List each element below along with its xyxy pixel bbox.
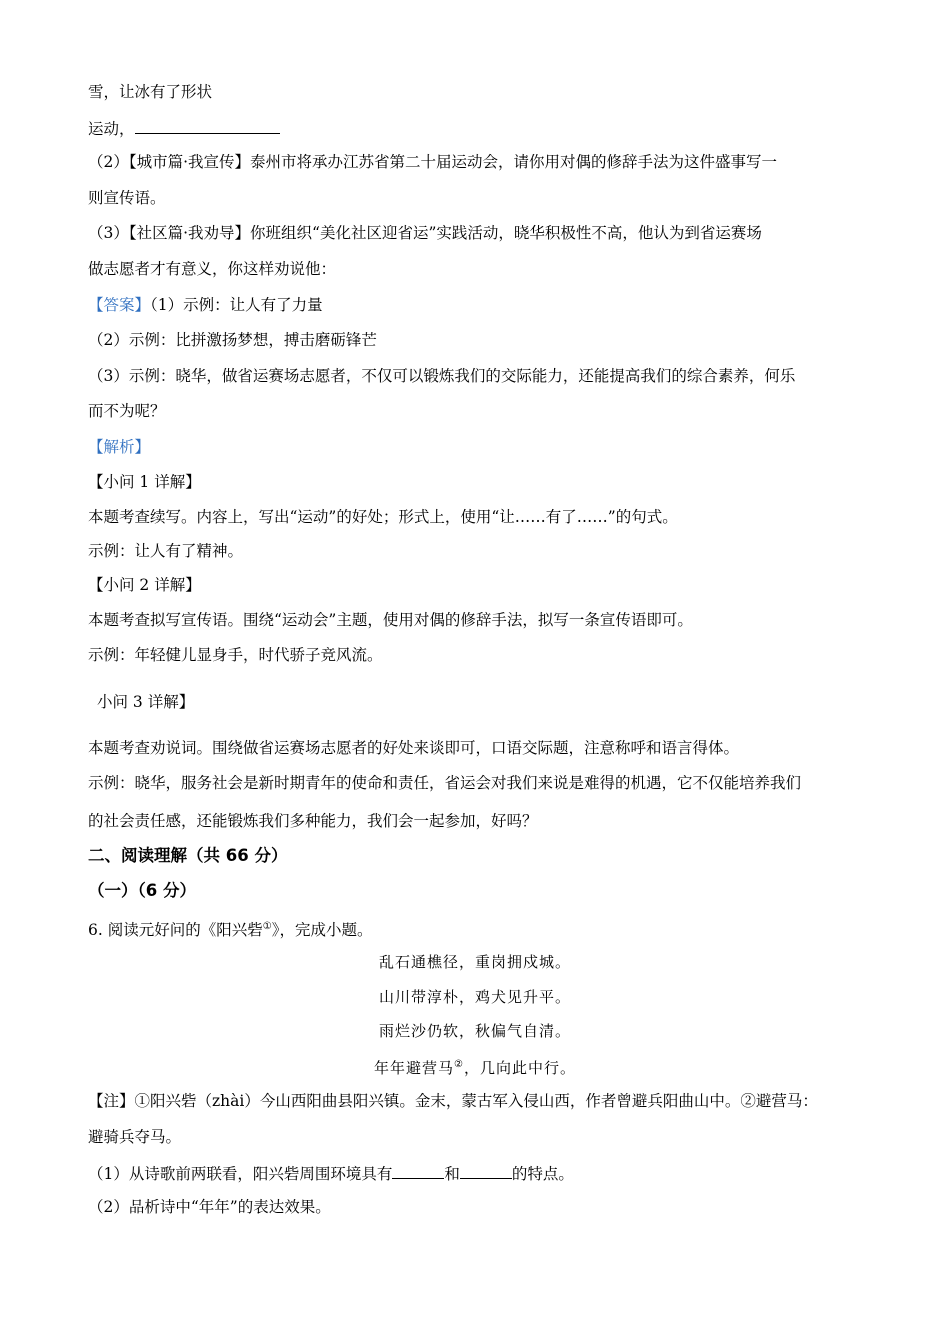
answer-line-1 — [88, 295, 323, 315]
text-line-with-blank — [88, 117, 280, 139]
poem-line-4 — [0, 1055, 950, 1078]
question-3-line-1: （3）【社区篇·我劝导】你班组织“美化社区迎省运”实践活动，晓华积极性不高，他认为到省运赛场 — [88, 224, 762, 242]
poem-text: 山川带淳朴，鸡犬见升平。 — [378, 988, 571, 1006]
poem-text — [374, 1055, 576, 1078]
answer-tag: 【答案】 — [88, 296, 151, 314]
answer-2: （2）示例：比拼激扬梦想，搏击磨砺锋芒 — [88, 331, 377, 349]
question-6-1 — [88, 1162, 574, 1184]
poem-line-3 — [0, 1021, 950, 1041]
sub-question-1-title: 【小问 1 详解】 — [88, 473, 201, 491]
note-line-2: 避骑兵夺马。 — [88, 1128, 182, 1146]
question-6-prompt — [88, 917, 372, 940]
sub-question-2-text: 本题考查拟写宣传语。围绕“运动会”主题，使用对偶的修辞手法，拟写一条宣传语即可。 — [88, 611, 693, 629]
part-heading: （一）（6 分） — [88, 881, 196, 900]
poem-text: 雨烂沙仍软，秋偏气自清。 — [378, 1022, 571, 1040]
text-fragment: 6. 阅读元好问的《阳兴砦 — [88, 921, 263, 940]
sub-question-3-text: 本题考查劝说词。围绕做省运赛场志愿者的好处来谈即可，口语交际题，注意称呼和语言得体。 — [88, 739, 740, 757]
question-3-line-2: 做志愿者才有意义，你这样劝说他： — [88, 260, 337, 278]
analysis-tag: 【解析】 — [88, 438, 151, 456]
answer-blank[interactable] — [392, 1162, 444, 1179]
text-fragment: 》，完成小题。 — [271, 921, 373, 940]
footnote-marker: ② — [454, 1059, 464, 1070]
poem-text: 乱石通樵径，重岗拥戍城。 — [378, 953, 571, 971]
question-2-line-1: （2）【城市篇·我宣传】泰州市将承办江苏省第二十届运动会，请你用对偶的修辞手法为这件盛事写一 — [88, 153, 778, 171]
text-fragment: 的特点。 — [511, 1165, 574, 1183]
answer-blank[interactable] — [135, 117, 280, 134]
section-heading: 二、阅读理解（共 66 分） — [88, 846, 288, 865]
sub-question-2-example: 示例：年轻健儿显身手，时代骄子竞风流。 — [88, 646, 383, 664]
sub-question-3-title: 小问 3 详解】 — [97, 693, 195, 711]
sub-question-1-text: 本题考查续写。内容上，写出“运动”的好处；形式上，使用“让……有了……”的句式。 — [88, 508, 678, 526]
text-line: 雪，让冰有了形状 — [88, 83, 213, 101]
text-fragment: 和 — [444, 1165, 460, 1183]
poem-line-1 — [0, 952, 950, 972]
text-fragment: （1）从诗歌前两联看，阳兴砦周围环境具有 — [88, 1165, 393, 1183]
sub-question-2-title: 【小问 2 详解】 — [88, 576, 201, 594]
question-2-line-2: 则宣传语。 — [88, 189, 166, 207]
question-6-2: （2）品析诗中“年年”的表达效果。 — [88, 1198, 331, 1216]
poem-fragment: 年年避营马 — [374, 1059, 455, 1077]
footnote-marker: ① — [262, 921, 272, 932]
text-fragment: 运动， — [88, 120, 135, 138]
poem-fragment: ，几向此中行。 — [463, 1059, 576, 1077]
answer-3-line-1: （3）示例：晓华，做省运赛场志愿者，不仅可以锻炼我们的交际能力，还能提高我们的综合素养，何乐 — [88, 367, 796, 385]
sub-question-3-example-line-2: 的社会责任感，还能锻炼我们多种能力，我们会一起参加，好吗？ — [88, 812, 538, 830]
sub-question-1-example: 示例：让人有了精神。 — [88, 542, 244, 560]
answer-3-line-2: 而不为呢？ — [88, 402, 166, 420]
answer-blank[interactable] — [460, 1162, 512, 1179]
note-line-1: 【注】①阳兴砦（zhài）今山西阳曲县阳兴镇。金末，蒙古军入侵山西，作者曾避兵阳曲山中。②避营马： — [88, 1092, 818, 1110]
answer-1: （1）示例：让人有了力量 — [150, 296, 323, 314]
sub-question-3-example-line-1: 示例：晓华，服务社会是新时期青年的使命和责任，省运会对我们来说是难得的机遇，它不仅能培养我们 — [88, 774, 802, 792]
poem-line-2 — [0, 987, 950, 1007]
